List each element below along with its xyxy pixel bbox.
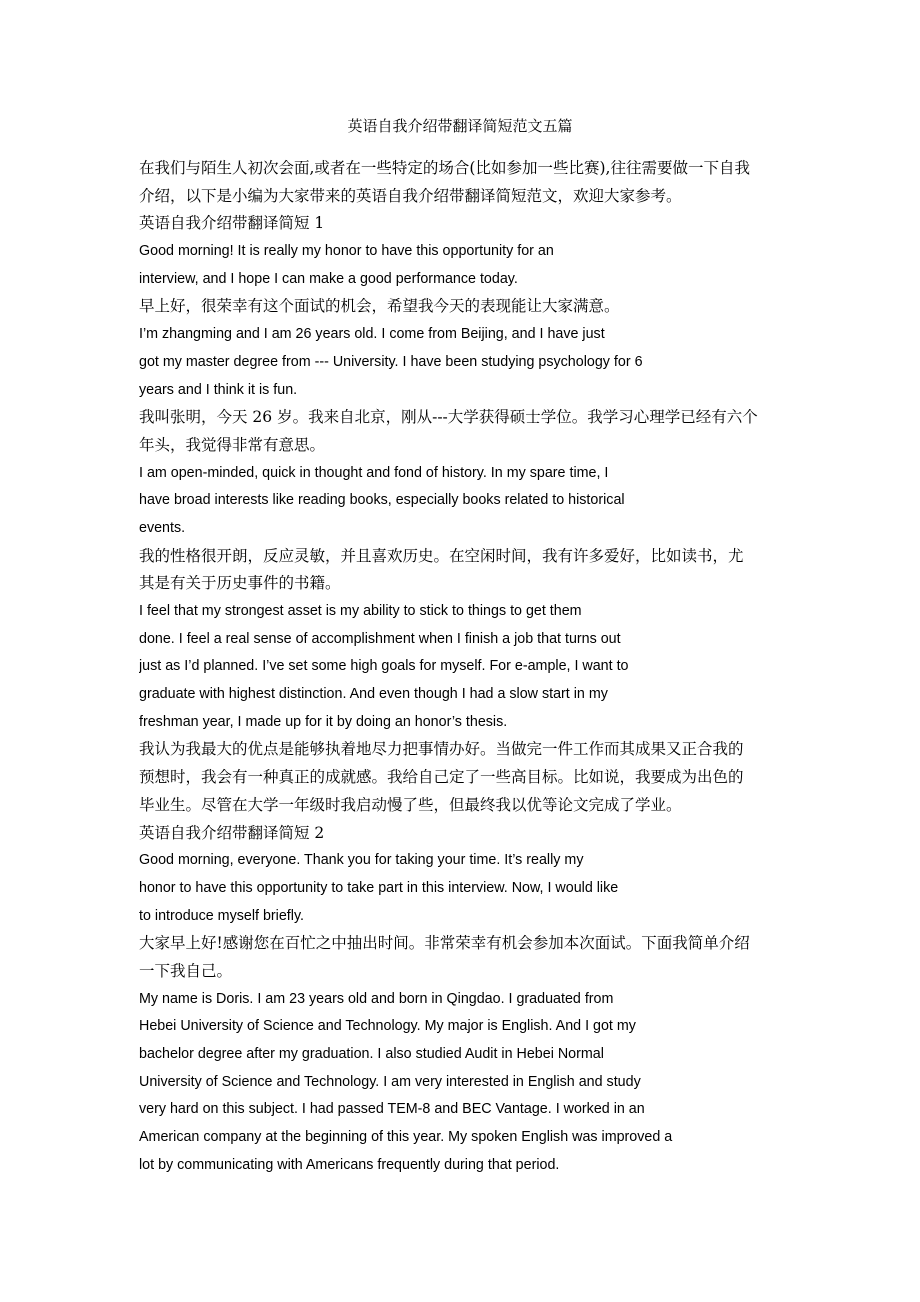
text-line: events. — [139, 519, 186, 536]
text-line: honor to have this opportunity to take part in this interview. Now, I would like — [139, 879, 619, 896]
text-line: 我认为我最大的优点是能够执着地尽力把事情办好。当做完一件工作而其成果又正合我的 — [139, 740, 744, 759]
text-line: interview, and I hope I can make a good performance today. — [139, 270, 518, 287]
text-line: 早上好，很荣幸有这个面试的机会，希望我今天的表现能让大家满意。 — [139, 297, 620, 316]
text-line: 其是有关于历史事件的书籍。 — [139, 574, 341, 593]
text-line: lot by communicating with Americans frequently during that period. — [139, 1156, 560, 1173]
text-line: American company at the beginning of this year. My spoken English was improved a — [139, 1129, 673, 1146]
text-line: I feel that my strongest asset is my ability to stick to things to get them — [139, 603, 582, 619]
text-line: graduate with highest distinction. And even though I had a slow start in my — [139, 686, 608, 703]
text-line: 我叫张明，今天 26 岁。我来自北京，刚从---大学获得硕士学位。我学习心理学已经有六个 — [139, 408, 758, 427]
text-line: got my master degree from --- University. I have been studying psychology for 6 — [139, 353, 643, 370]
text-line: 毕业生。尽管在大学一年级时我启动慢了些，但最终我以优等论文完成了学业。 — [139, 795, 682, 814]
text-line: to introduce myself briefly. — [139, 907, 305, 924]
text-line: 介绍，以下是小编为大家带来的英语自我介绍带翻译简短范文，欢迎大家参考。 — [139, 186, 682, 205]
text-line: 英语自我介绍带翻译简短 1 — [139, 214, 325, 233]
document-title: 英语自我介绍带翻译简短范文五篇 — [347, 117, 573, 135]
text-line: 预想时，我会有一种真正的成就感。我给自己定了一些高目标。比如说，我要成为出色的 — [139, 768, 744, 787]
text-line: University of Science and Technology. I am very interested in English and study — [139, 1073, 641, 1090]
text-line: Hebei University of Science and Technology. My major is English. And I got my — [139, 1018, 636, 1035]
text-line: done. I feel a real sense of accomplishment when I finish a job that turns out — [139, 630, 621, 647]
text-line: bachelor degree after my graduation. I also studied Audit in Hebei Normal — [139, 1046, 604, 1062]
text-line: 年头，我觉得非常有意思。 — [139, 435, 326, 454]
text-line: very hard on this subject. I had passed TEM-8 and BEC Vantage. I worked in an — [139, 1101, 645, 1118]
text-line: 大家早上好!感谢您在百忙之中抽出时间。非常荣幸有机会参加本次面试。下面我简单介绍 — [139, 934, 750, 953]
text-line: 在我们与陌生人初次会面,或者在一些特定的场合(比如参加一些比赛),往往需要做一下自我 — [139, 159, 750, 177]
text-line: have broad interests like reading books, especially books related to historical — [139, 492, 625, 509]
text-line: I’m zhangming and I am 26 years old. I come from Beijing, and I have just — [139, 326, 605, 343]
text-line: My name is Doris. I am 23 years old and born in Qingdao. I graduated from — [139, 990, 614, 1007]
text-line: Good morning, everyone. Thank you for taking your time. It’s really my — [139, 852, 584, 869]
text-line: freshman year, I made up for it by doing an honor’s thesis. — [139, 713, 508, 730]
text-line: 英语自我介绍带翻译简短 2 — [139, 823, 325, 842]
text-line: just as I’d planned. I’ve set some high goals for myself. For e-ample, I want to — [139, 658, 629, 675]
text-line: Good morning! It is really my honor to have this opportunity for an — [139, 243, 554, 260]
document-body — [139, 155, 789, 1179]
text-line: I am open-minded, quick in thought and fond of history. In my spare time, I — [139, 464, 609, 481]
text-line: years and I think it is fun. — [139, 381, 298, 398]
text-line: 我的性格很开朗，反应灵敏，并且喜欢历史。在空闲时间，我有许多爱好，比如读书，尤 — [139, 546, 744, 565]
text-line: 一下我自己。 — [139, 961, 233, 980]
